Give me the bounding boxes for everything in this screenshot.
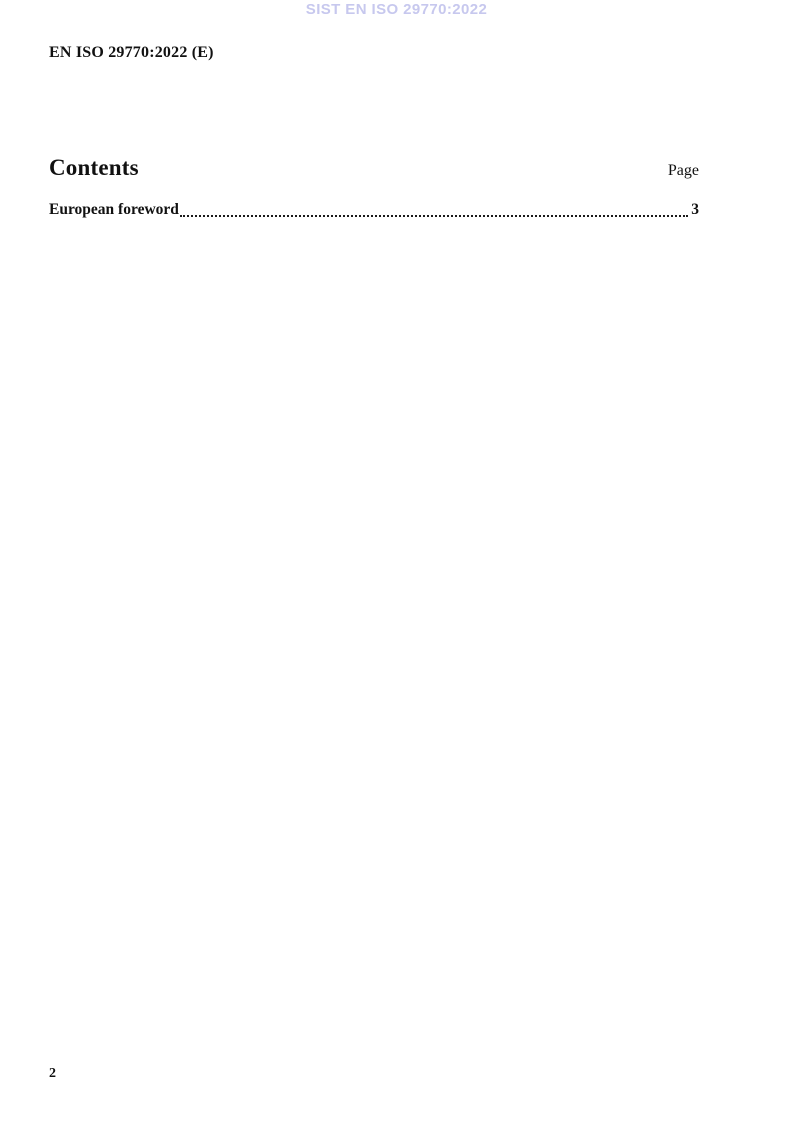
page-column-label: Page: [667, 162, 699, 179]
toc-entry-title[interactable]: European foreword: [49, 201, 179, 218]
contents-header-row: [49, 155, 699, 181]
toc-entry[interactable]: [49, 201, 699, 221]
toc-entry-page-number[interactable]: 3: [691, 201, 699, 218]
dot-leader: [180, 201, 688, 217]
document-reference-header: EN ISO 29770:2022 (E): [49, 44, 214, 61]
page-number: 2: [49, 1066, 56, 1081]
watermark-text: SIST EN ISO 29770:2022: [305, 1, 488, 18]
contents-title: Contents: [49, 155, 139, 180]
